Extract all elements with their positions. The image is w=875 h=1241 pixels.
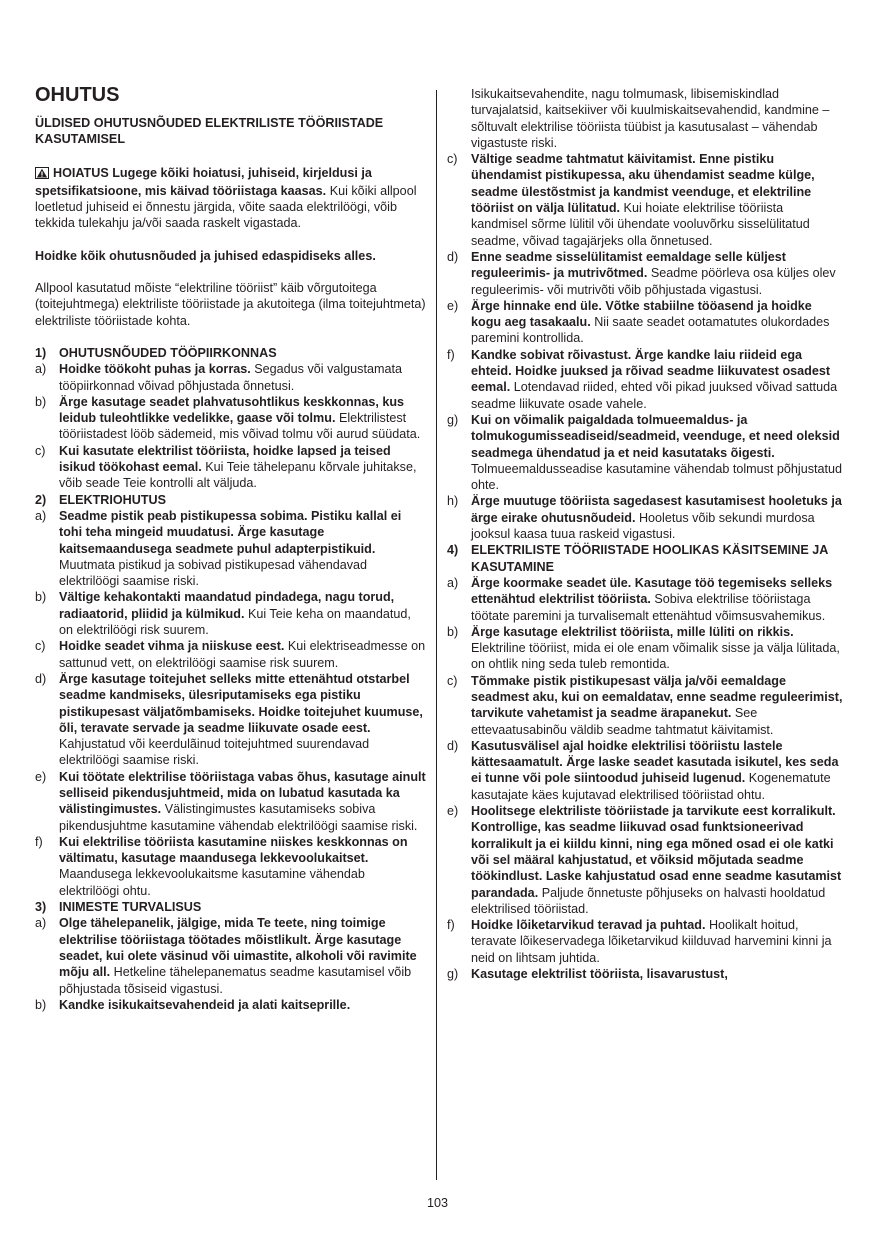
item-bold-text: Hoidke lõiketarvikud teravad ja puhtad.	[471, 918, 706, 933]
item-text	[471, 298, 843, 347]
item-bold-text: Tõmmake pistik pistikupesast välja ja/või eemaldage seadmest aku, kui on eemaldatav, enne seadme reguleerimist, tarvikute vahetamist ja seadme ärapanekut.	[471, 673, 843, 721]
item-bold-text: Kasutage elektrilist tööriista, lisavarustust,	[471, 967, 728, 982]
item-normal-text: Hoolikalt hoitud, teravate lõikeservadega lõiketarvikud kiilduvad harvemini kinni ja neid on lihtsam juhtida.	[471, 918, 832, 965]
item-label: d)	[35, 671, 47, 686]
item-bold-text: Kandke sobivat rõivastust. Ärge kandke laiu riideid ega ehteid. Hoidke juuksed ja rõivad seadme liikuvatest osadest eemal.	[471, 347, 831, 395]
item-label: e)	[447, 804, 459, 819]
item-text	[59, 394, 427, 443]
warning-heading: HOIATUS Lugege kõiki hoiatusi, juhiseid, kirjeldusi ja spetsifikatsioone, mis käivad tööriistaga kaasas.	[35, 165, 372, 198]
item-label: g)	[447, 412, 459, 427]
definition-paragraph: Allpool kasutatud mõiste “elektriline tööriist” käib võrgutoitega (toitejuhtmega) elektriliste tööriistade ja akutoitega (ilma toitejuhtmeta) elektriliste tööriistade kohta.	[35, 281, 426, 328]
list-item	[447, 298, 843, 347]
item-text	[59, 361, 427, 394]
item-label: a)	[35, 362, 47, 377]
continuation-text: Isikukaitsevahendite, nagu tolmumask, libisemiskindlad turvajalatsid, kaitsekiiver või kuulmiskaitsevahendid, kandmine – sõltuvalt elektrilise tööriista tüübist ja kasutusalast – vähendab vigastuste riski.	[471, 87, 830, 150]
item-label: c)	[447, 152, 458, 167]
item-normal-text: Elektriline tööriist, mida ei ole enam võimalik sisse ja välja lülitada, on ohtlik ning seda tuleb remontida.	[471, 641, 840, 672]
item-text	[471, 738, 843, 803]
item-bold-text: Seadme pistik peab pistikupessa sobima. Pistiku kallal ei tohi teha mingeid muudatusi. Ärge kasutage kaitsemaandusega seadmete puhul adapterpistikuid.	[59, 508, 402, 556]
item-text	[471, 624, 843, 673]
item-text	[471, 575, 843, 624]
item-normal-text: Seadme pöörleva osa küljes olev reguleerimis- või mutrivõti võib põhjustada vigastusi.	[471, 266, 836, 297]
item-bold-text: Kui elektrilise tööriista kasutamine niiskes keskkonnas on vältimatu, kasutage maandusega lekkevoolukaitset.	[59, 834, 408, 866]
item-label: e)	[447, 298, 459, 313]
section-title: OHUTUSNÕUDED TÖÖPIIRKONNAS	[59, 345, 277, 360]
item-bold-text: Vältige kehakontakti maandatud pindadega, nagu torud, radiaatorid, pliidid ja külmikud.	[59, 590, 395, 621]
item-bold-text: Olge tähelepanelik, jälgige, mida Te teete, ning toimige elektrilise tööriistaga töötades mõistlikult. Ärge kasutage seadet, kui olete väsinud või uimastite, alkoholi või ravimite mõju all.	[59, 916, 417, 980]
item-label: f)	[447, 347, 455, 362]
item-label: c)	[35, 639, 46, 654]
item-bold-text: Hoidke töökoht puhas ja korras.	[59, 362, 251, 377]
list-item	[447, 803, 843, 917]
item-bold-text: Ärge kasutage toitejuhet selleks mitte ettenähtud otstarbel seadme kandmiseks, ülesriputamiseks ega pistiku pistikupesast väljatõmbamiseks. Hoidke toitejuhet kuumuse, õli, teravate servade ja seadme liikuvate osade eest.	[59, 671, 423, 735]
item-normal-text: Kogenematute kasutajate käes kujutavad elektrilised tööriistad ohtu.	[471, 771, 831, 802]
item-text	[471, 917, 843, 966]
item-bold-text: Ärge hinnake end üle. Võtke stabiilne tööasend ja hoidke kogu aeg tasakaalu.	[471, 298, 812, 330]
page-subtitle: ÜLDISED OHUTUSNÕUDED ELEKTRILISTE TÖÖRIISTADE KASUTAMISEL	[35, 116, 384, 147]
item-bold-text: Kandke isikukaitsevahendeid ja alati kaitseprille.	[59, 997, 351, 1012]
page-title: OHUTUS	[35, 84, 120, 106]
item-label: g)	[447, 967, 459, 982]
list-item	[35, 443, 427, 492]
list-item	[35, 915, 427, 996]
warning-triangle-icon	[35, 167, 49, 183]
item-normal-text: Välistingimustes kasutamiseks sobiva pikendusjuhtme kasutamine vähendab elektrilöögi saamise riski.	[59, 802, 418, 833]
list-item	[35, 361, 427, 394]
item-normal-text: Hooletus võib sekundi murdosa jooksul kaasa tuua raskeid vigastusi.	[471, 510, 815, 542]
item-normal-text: Tolmueemaldusseadise kasutamine vähendab tolmust põhjustatud ohte.	[471, 461, 843, 493]
item-text	[471, 803, 843, 917]
item-bold-text: Ärge muutuge tööriista sagedasest kasutamisest hooletuks ja ärge eirake ohutusnõudeid.	[471, 494, 842, 525]
item-bold-text: Kasutusvälisel ajal hoidke elektrilisi tööriistu lastele kättesaamatult. Ärge laske seadet kasutada isikutel, kes seda ei tunne või pole siintoodud juhiseid lugenud.	[471, 738, 839, 786]
list-item	[35, 671, 427, 769]
list-item	[35, 638, 427, 671]
list-item	[35, 769, 427, 834]
item-text	[471, 151, 843, 249]
item-bold-text: Enne seadme sisselülitamist eemaldage selle küljest reguleerimis- ja mutrivõtmed.	[471, 249, 786, 281]
item-normal-text: Kahjustatud või keerdulãinud toitejuhtmed suurendavad elektrilöögi saamise riski.	[59, 737, 370, 768]
item-text	[471, 249, 843, 298]
section-title: ELEKTRIOHUTUS	[59, 492, 167, 507]
section-heading	[35, 899, 427, 915]
item-label: b)	[35, 394, 47, 409]
item-normal-text: See ettevaatusabinõu väldib seadme tahtmatut käivitamist.	[471, 706, 774, 737]
item-text	[471, 347, 843, 412]
item-text	[59, 671, 427, 769]
list-item	[447, 738, 843, 803]
list-item	[447, 249, 843, 298]
item-bold-text: Ärge kasutage seadet plahvatusohtlikus keskkonnas, kus leidub tuleohtlikke vedelikke, gaase või tolmu.	[59, 394, 405, 426]
item-label: h)	[447, 494, 459, 509]
list-item	[447, 151, 843, 249]
list-item	[447, 412, 843, 493]
item-bold-text: Vältige seadme tahtmatut käivitamist. Enne pistiku ühendamist pistikupessa, aku ühendamist seadme külge, seadme ülestõstmist ja kandmist veenduge, et elektriline tööriist on välja lülitatud.	[471, 152, 815, 216]
item-text	[59, 638, 427, 671]
item-label: c)	[447, 673, 458, 688]
item-label: b)	[35, 590, 47, 605]
safety-sections	[35, 345, 427, 1013]
item-normal-text: Kui Teie tähelepanu kõrvale juhitakse, võib seade Teie kontrolli alt väljuda.	[59, 460, 417, 491]
item-label: f)	[35, 834, 43, 849]
list-item	[447, 347, 843, 412]
keep-instructions: Hoidke kõik ohutusnõuded ja juhised edaspidiseks alles.	[35, 248, 376, 263]
list-item	[35, 508, 427, 589]
item-text	[471, 412, 843, 493]
list-item	[447, 966, 843, 982]
item-bold-text: Ärge kasutage elektrilist tööriista, mille lüliti on rikkis.	[471, 624, 794, 639]
item-label: f)	[447, 918, 455, 933]
section-title: INIMESTE TURVALISUS	[59, 900, 202, 915]
item-normal-text: Muutmata pistikud ja sobivad pistikupesad vähendavad elektrilöögi saamise riski.	[59, 557, 368, 589]
list-item	[35, 394, 427, 443]
item-label: a)	[447, 575, 459, 590]
section-number: 1)	[35, 345, 47, 360]
section-number: 2)	[35, 492, 47, 507]
item-bold-text: Kui kasutate elektrilist tööriista, hoidke lapsed ja teised isikud töökohast eemal.	[59, 443, 391, 475]
item-text	[471, 966, 843, 982]
item-label: a)	[35, 916, 47, 931]
item-label: e)	[35, 769, 47, 784]
item-text	[59, 769, 427, 834]
warning-paragraph	[35, 165, 427, 232]
section-number: 4)	[447, 543, 459, 558]
item-bold-text: Ärge koormake seadet üle. Kasutage töö tegemiseks selleks ettenähtud elektrilist tööriista.	[471, 575, 833, 607]
item-bold-text: Kui töötate elektrilise tööriistaga vabas õhus, kasutage ainult selliseid pikendusjuhtmeid, mida on lubatud kasutada ka välistingimustes.	[59, 769, 426, 817]
list-item	[35, 997, 427, 1013]
list-item	[447, 917, 843, 966]
section-heading	[35, 345, 427, 361]
item-bold-text: Hoolitsege elektriliste tööriistade ja tarvikute eest korralikult. Kontrollige, kas seadme liikuvad osad funktsioneerivad korralikult ja ei kiildu kinni, ning ega mõned osad ei ole katki või sel määral kahjustatud, et võiksid mõjutada seadme töökindlust. Laske kahjustatud osad enne seadme kasutamist parandada.	[471, 804, 842, 900]
safety-items-continued	[447, 151, 843, 982]
item-normal-text: Kui Teie keha on maandatud, on elektrilöögi risk suurem.	[59, 606, 411, 638]
item-normal-text: Kui elektriseadmesse on sattunud vett, on elektrilöögi saamise risk suurem.	[59, 639, 426, 670]
warning-text: Kui kõiki allpool loetletud juhiseid ei õnnestu järgida, võite saada elektrilöögi, võib tekkida tulekahju ja/või saada raskelt vigastada.	[35, 183, 417, 231]
item-label: b)	[447, 624, 459, 639]
item-text	[59, 589, 427, 638]
item-text	[471, 493, 843, 542]
list-item	[447, 624, 843, 673]
item-normal-text: Sobiva elektrilise tööriistaga töötate paremini ja turvalisemalt ettenähtud võimsusvahemikus.	[471, 592, 826, 623]
item-text	[471, 673, 843, 738]
item-normal-text: Paljude õnnetuste põhjuseks on halvasti hooldatud elektrilised tööriistad.	[471, 885, 826, 916]
section-title: ELEKTRILISTE TÖÖRIISTADE HOOLIKAS KÄSITSEMINE JA KASUTAMINE	[471, 543, 828, 574]
item-label: d)	[447, 738, 459, 753]
list-item	[35, 589, 427, 638]
item-bold-text: Hoidke seadet vihma ja niiskuse eest.	[59, 639, 285, 654]
section-heading	[447, 542, 843, 575]
item-normal-text: Lotendavad riided, ehted või pikad juuksed võivad sattuda seadme liikuvate osade vahele.	[471, 380, 838, 411]
list-item	[447, 493, 843, 542]
item-text	[59, 443, 427, 492]
item-normal-text: Hetkeline tähelepanematus seadme kasutamisel võib põhjustada tõsiseid vigastusi.	[59, 965, 412, 996]
left-column	[35, 84, 427, 1013]
column-divider	[436, 90, 437, 1180]
item-bold-text: Kui on võimalik paigaldada tolmueemaldus- ja tolmukogumisseadiseid/seadmeid, veenduge, et need oleksid seadmega ühendatud ja et neid kasutataks õigesti.	[471, 412, 840, 460]
item-text	[59, 915, 427, 996]
item-normal-text: Nii saate seadet ootamatutes olukordades paremini kontrollida.	[471, 315, 830, 346]
item-text	[59, 997, 427, 1013]
item-normal-text: Kui hoiate elektrilise tööriista kandmisel sõrme lülitil või ühendate vooluvõrku sisselülitatud seadme, võivad tagajärjeks olla õnnetused.	[471, 201, 810, 248]
right-column	[447, 86, 843, 982]
section-number: 3)	[35, 900, 47, 915]
item-text	[59, 834, 427, 899]
list-item	[447, 575, 843, 624]
item-label: c)	[35, 443, 46, 458]
item-label: a)	[35, 508, 47, 523]
item-normal-text: Elektrilistest tööriistadest lööb sädemeid, mis võivad tolmu või aurud süüdata.	[59, 411, 421, 442]
list-item	[447, 673, 843, 738]
list-item	[35, 834, 427, 899]
item-normal-text: Maandusega lekkevoolukaitsme kasutamine vähendab elektrilöögi ohtu.	[59, 867, 365, 898]
item-label: b)	[35, 997, 47, 1012]
item-label: d)	[447, 249, 459, 264]
page-number: 103	[426, 1196, 448, 1210]
item-normal-text: Segadus või valgustamata tööpiirkonnad võivad põhjustada õnnetusi.	[59, 362, 402, 393]
section-heading	[35, 492, 427, 508]
item-text	[59, 508, 427, 589]
